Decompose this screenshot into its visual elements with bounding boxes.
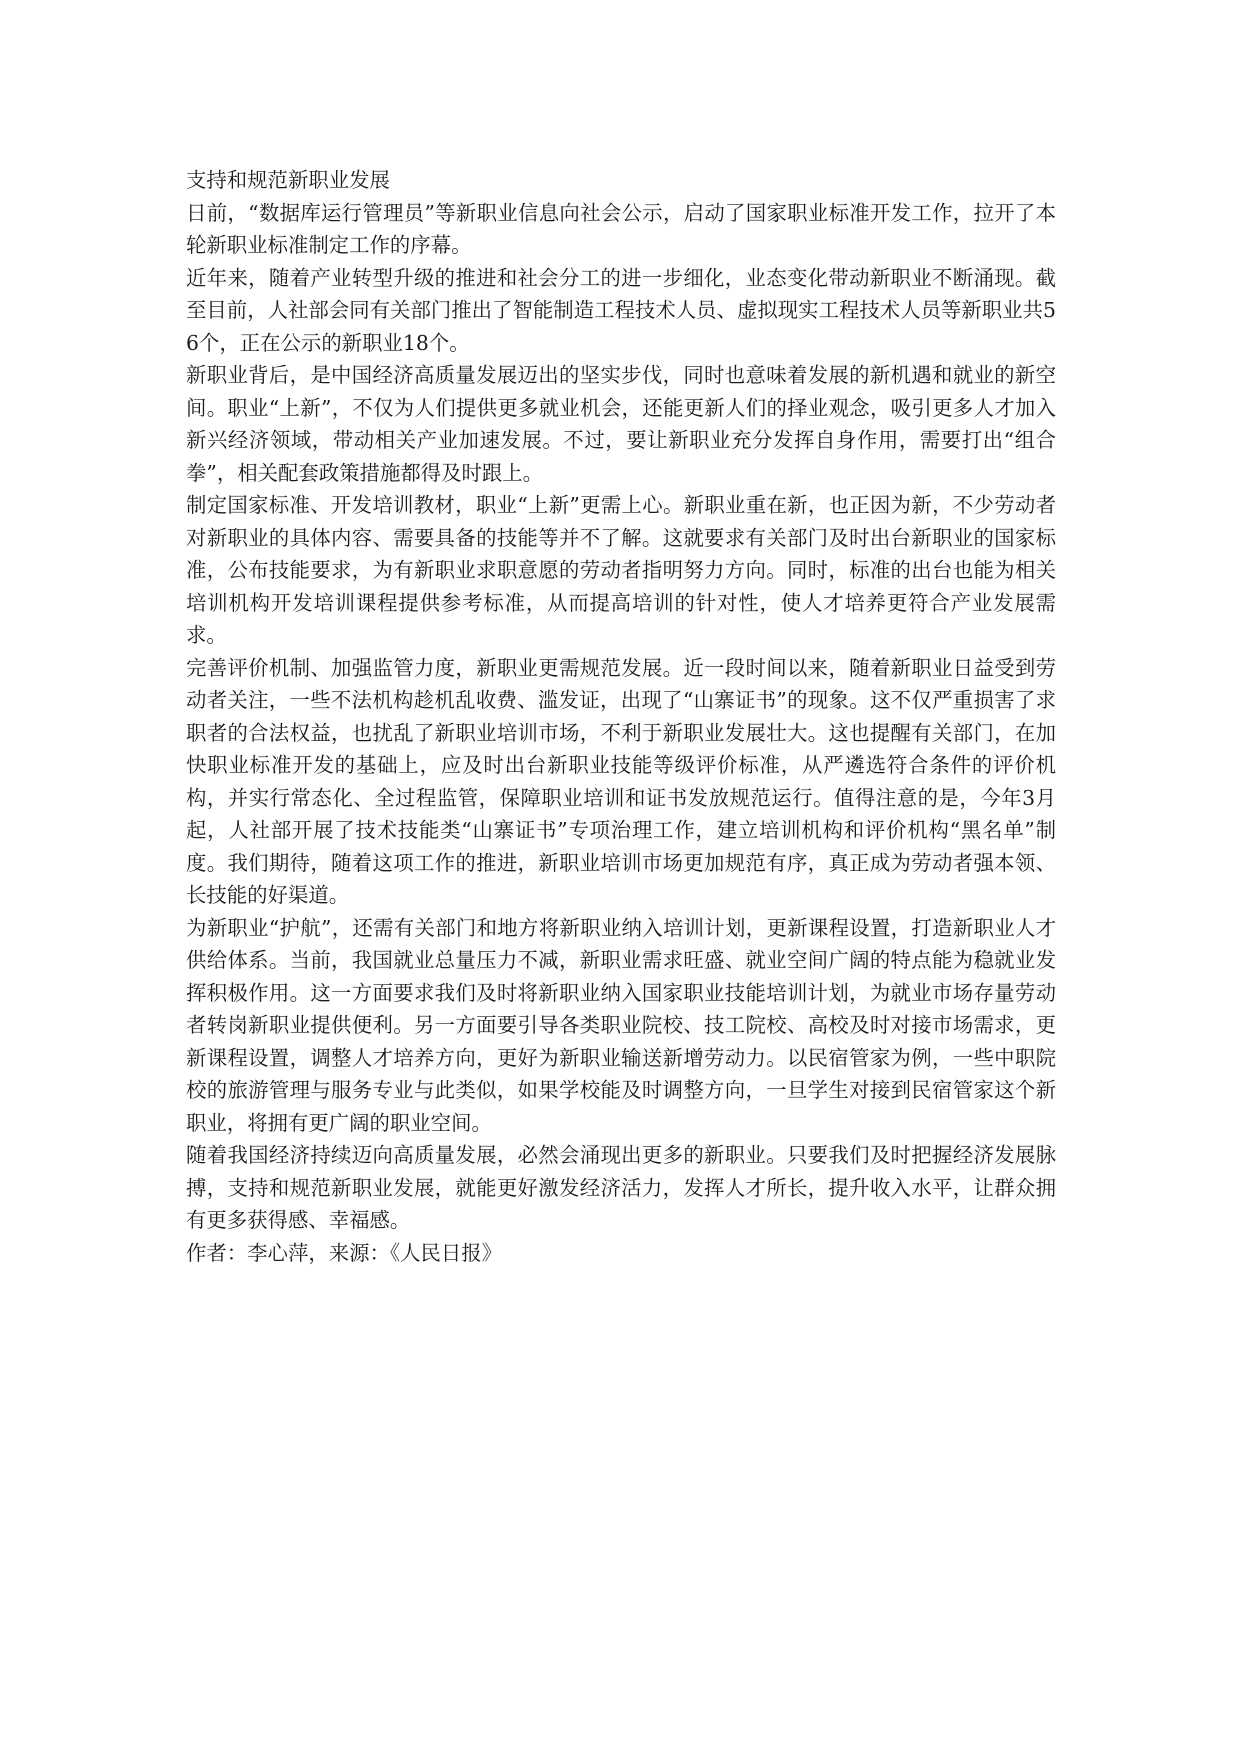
document-page xyxy=(186,164,1056,1269)
article-paragraph-3: 新职业背后，是中国经济高质量发展迈出的坚实步伐，同时也意味着发展的新机遇和就业的新空间。职业“上新”，不仅为人们提供更多就业机会，还能更新人们的择业观念，吸引更多人才加入新兴经济领域，带动相关产业加速发展。不过，要让新职业充分发挥自身作用，需要打出“组合拳”，相关配套政策措施都得及时跟上。 xyxy=(186,363,1056,485)
article-title: 支持和规范新职业发展 xyxy=(186,168,390,192)
article-paragraph-7: 随着我国经济持续迈向高质量发展，必然会涌现出更多的新职业。只要我们及时把握经济发展脉搏，支持和规范新职业发展，就能更好激发经济活力，发挥人才所长，提升收入水平，让群众拥有更多获得感、幸福感。 xyxy=(186,1143,1056,1232)
article-paragraph-4: 制定国家标准、开发培训教材，职业“上新”更需上心。新职业重在新，也正因为新，不少劳动者对新职业的具体内容、需要具备的技能等并不了解。这就要求有关部门及时出台新职业的国家标准，公布技能要求，为有新职业求职意愿的劳动者指明努力方向。同时，标准的出台也能为相关培训机构开发培训课程提供参考标准，从而提高培训的针对性，使人才培养更符合产业发展需求。 xyxy=(186,493,1056,647)
article-paragraph-2: 近年来，随着产业转型升级的推进和社会分工的进一步细化，业态变化带动新职业不断涌现。截至目前，人社部会同有关部门推出了智能制造工程技术人员、虚拟现实工程技术人员等新职业共56个，正在公示的新职业18个。 xyxy=(186,265,1056,355)
article-paragraph-5: 完善评价机制、加强监管力度，新职业更需规范发展。近一段时间以来，随着新职业日益受到劳动者关注，一些不法机构趁机乱收费、滥发证，出现了“山寨证书”的现象。这不仅严重损害了求职者的合法权益，也扰乱了新职业培训市场，不利于新职业发展壮大。这也提醒有关部门，在加快职业标准开发的基础上，应及时出台新职业技能等级评价标准，从严遴选符合条件的评价机构，并实行常态化、全过程监管，保障职业培训和证书发放规范运行。值得注意的是，今年3月起，人社部开展了技术技能类“山寨证书”专项治理工作，建立培训机构和评价机构“黑名单”制度。我们期待，随着这项工作的推进，新职业培训市场更加规范有序，真正成为劳动者强本领、长技能的好渠道。 xyxy=(186,655,1056,907)
article-byline: 作者：李心萍，来源：《人民日报》 xyxy=(186,1240,503,1265)
article-paragraph-6: 为新职业“护航”，还需有关部门和地方将新职业纳入培训计划，更新课程设置，打造新职业人才供给体系。当前，我国就业总量压力不减，新职业需求旺盛、就业空间广阔的特点能为稳就业发挥积极作用。这一方面要求我们及时将新职业纳入国家职业技能培训计划，为就业市场存量劳动者转岗新职业提供便利。另一方面要引导各类职业院校、技工院校、高校及时对接市场需求，更新课程设置，调整人才培养方向，更好为新职业输送新增劳动力。以民宿管家为例，一些中职院校的旅游管理与服务专业与此类似，如果学校能及时调整方向，一旦学生对接到民宿管家这个新职业，将拥有更广阔的职业空间。 xyxy=(186,915,1056,1135)
article-paragraph-1: 日前，“数据库运行管理员”等新职业信息向社会公示，启动了国家职业标准开发工作，拉开了本轮新职业标准制定工作的序幕。 xyxy=(186,200,1056,257)
